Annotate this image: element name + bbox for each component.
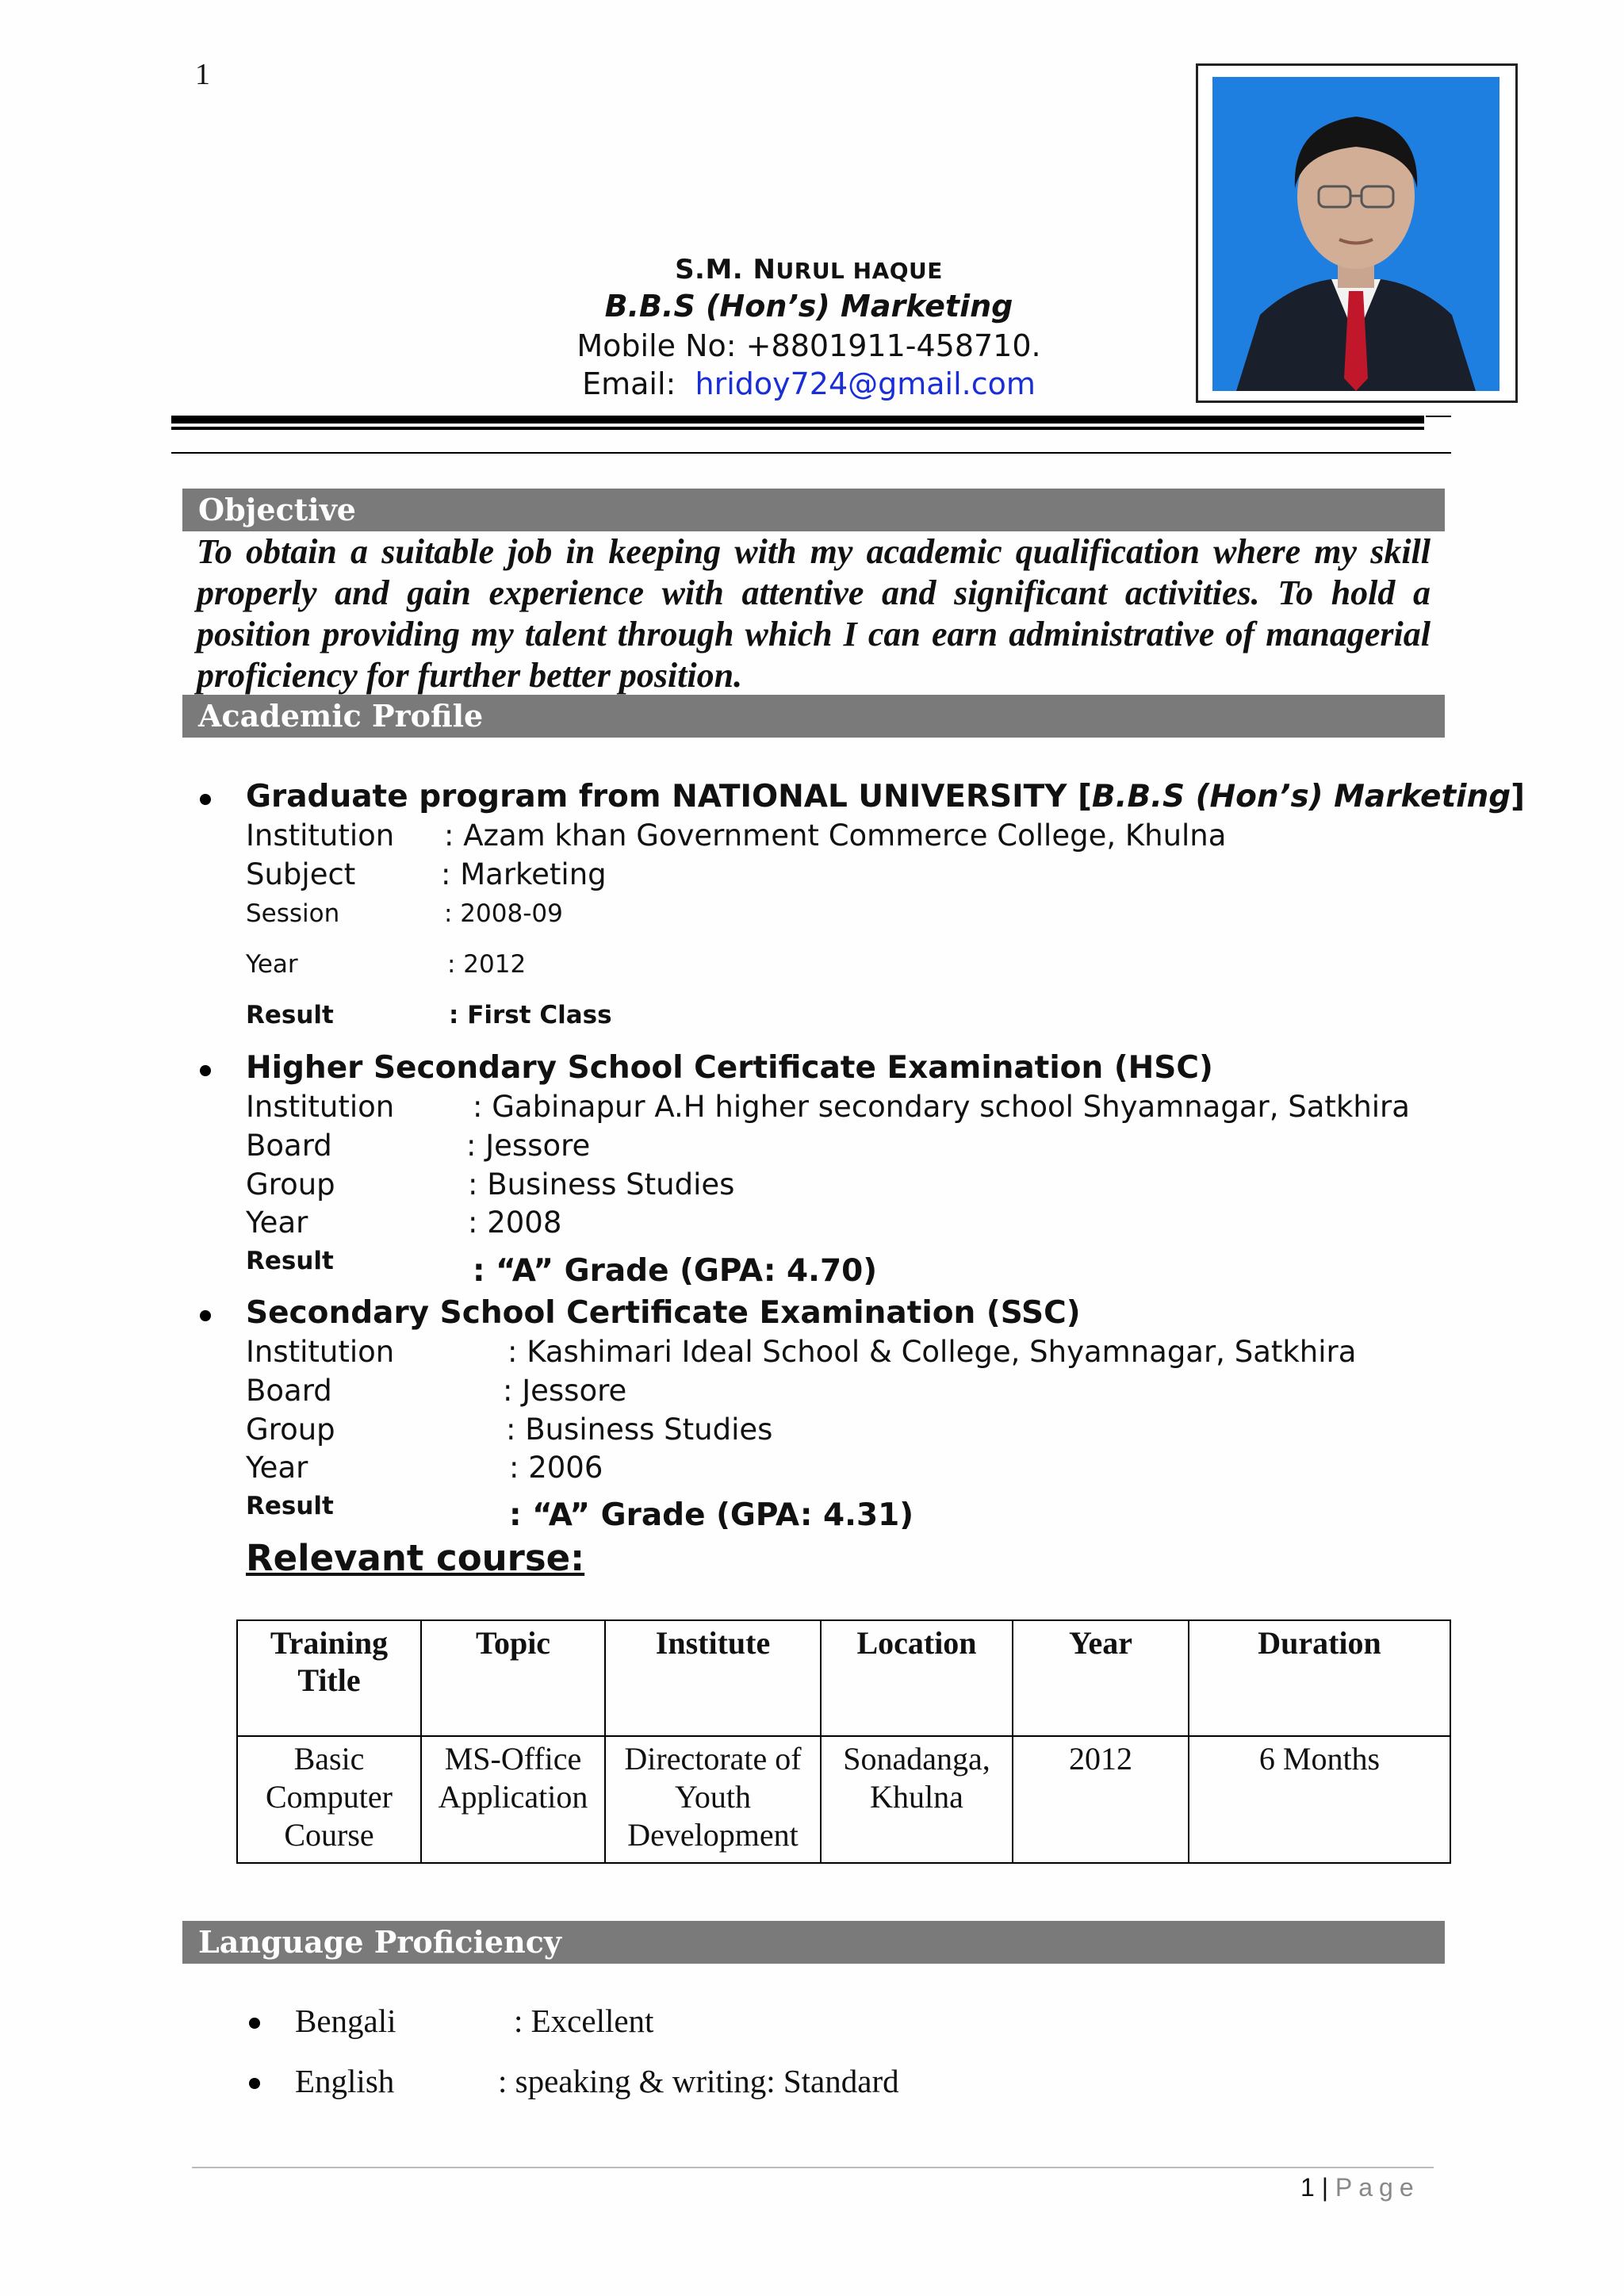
hsc-value: : Business Studies	[468, 1167, 735, 1202]
table-row	[237, 1736, 1450, 1863]
ssc-label: Group	[246, 1412, 335, 1447]
table-cell: 6 Months	[1189, 1736, 1450, 1863]
column-header: Location	[821, 1620, 1013, 1736]
hsc-value: : 2008	[468, 1205, 562, 1240]
language-level: : Excellent	[514, 2003, 654, 2039]
header-divider	[1426, 416, 1451, 417]
page-footer	[1300, 2173, 1420, 2202]
page-marker: 1	[195, 58, 210, 91]
language-level: : speaking & writing: Standard	[498, 2063, 899, 2099]
hsc-label: Institution	[246, 1090, 395, 1124]
ssc-value: : 2006	[509, 1451, 603, 1485]
column-header: Topic	[421, 1620, 605, 1736]
column-header: Year	[1013, 1620, 1189, 1736]
ssc-label: Board	[246, 1374, 332, 1408]
relevant-course-heading: Relevant course:	[246, 1537, 585, 1579]
ssc-value: : “A” Grade (GPA: 4.31)	[509, 1497, 914, 1533]
graduate-value: : 2008-09	[444, 899, 563, 928]
ssc-label: Result	[246, 1492, 334, 1520]
profile-photo-frame	[1196, 63, 1518, 403]
objective-text: To obtain a suitable job in keeping with my academic qualification where my skill properly and gain experience with attentive and significant activities. To hold a position providing my talent through which I can earn administrative of managerial proficiency for further better position.	[197, 532, 1431, 695]
bullet	[200, 1065, 211, 1076]
graduate-label: Session	[246, 899, 340, 928]
hsc-value: : “A” Grade (GPA: 4.70)	[473, 1253, 878, 1289]
graduate-value: : First Class	[449, 1001, 612, 1029]
hsc-value: : Jessore	[466, 1129, 591, 1163]
email-line	[444, 366, 1174, 401]
language-proficiency-heading: Language Proficiency	[182, 1921, 1445, 1964]
footer-divider	[192, 2167, 1434, 2168]
candidate-degree: B.B.S (Hon’s) Marketing	[604, 289, 1013, 324]
table-header-row	[237, 1620, 1450, 1736]
table-cell: Basic Computer Course	[237, 1736, 421, 1863]
table-cell: 2012	[1013, 1736, 1189, 1863]
hsc-label: Result	[246, 1247, 334, 1275]
ssc-value: : Jessore	[503, 1374, 627, 1408]
hsc-value: : Gabinapur A.H higher secondary school Shyamnagar, Satkhira	[473, 1090, 1410, 1124]
column-header: Institute	[605, 1620, 821, 1736]
column-header: Duration	[1189, 1620, 1450, 1736]
person-portrait-icon	[1212, 77, 1500, 391]
bullet	[249, 2018, 260, 2029]
table-cell: Directorate of Youth Development	[605, 1736, 821, 1863]
language-name: English	[295, 2063, 395, 2099]
email-link[interactable]: hridoy724@gmail.com	[695, 366, 1036, 401]
ssc-label: Institution	[246, 1335, 395, 1369]
academic-profile-heading: Academic Profile	[182, 695, 1445, 738]
graduate-label: Subject	[246, 857, 356, 891]
header-divider	[171, 416, 1424, 424]
footer-page-word: Page	[1335, 2173, 1420, 2202]
header-divider	[171, 452, 1451, 454]
objective-heading: Objective	[182, 489, 1445, 531]
ssc-value: : Business Studies	[506, 1412, 773, 1447]
ssc-value: : Kashimari Ideal School & College, Shyamnagar, Satkhira	[508, 1335, 1357, 1369]
ssc-label: Year	[246, 1451, 308, 1485]
column-header: Training Title	[237, 1620, 421, 1736]
bullet	[249, 2078, 260, 2089]
candidate-name: S.M. NURUL HAQUE	[675, 254, 943, 286]
header-divider	[171, 427, 1424, 430]
email-label: Email:	[582, 366, 676, 401]
footer-separator: |	[1321, 2173, 1328, 2202]
footer-page-number: 1	[1300, 2173, 1315, 2202]
hsc-label: Group	[246, 1167, 335, 1202]
bullet	[200, 1310, 211, 1321]
table-cell: MS-Office Application	[421, 1736, 605, 1863]
language-name: Bengali	[295, 2003, 396, 2039]
hsc-label: Board	[246, 1129, 332, 1163]
hsc-title: Higher Secondary School Certificate Examination (HSC)	[246, 1050, 1213, 1086]
graduate-label: Institution	[246, 818, 395, 853]
graduate-label: Year	[246, 950, 298, 979]
graduate-value: : Marketing	[441, 857, 607, 891]
profile-photo	[1212, 77, 1500, 391]
table-cell: Sonadanga, Khulna	[821, 1736, 1013, 1863]
graduate-value: : 2012	[447, 950, 527, 979]
graduate-label: Result	[246, 1001, 334, 1029]
bullet	[200, 794, 211, 805]
graduate-value: : Azam khan Government Commerce College, Khulna	[444, 818, 1227, 853]
ssc-title: Secondary School Certificate Examination (SSC)	[246, 1295, 1081, 1331]
hsc-label: Year	[246, 1205, 308, 1240]
mobile-number: Mobile No: +8801911-458710.	[576, 328, 1041, 363]
training-table	[236, 1619, 1451, 1864]
graduate-title: Graduate program from NATIONAL UNIVERSITY [B.B.S (Hon’s) Marketing]	[246, 779, 1525, 815]
